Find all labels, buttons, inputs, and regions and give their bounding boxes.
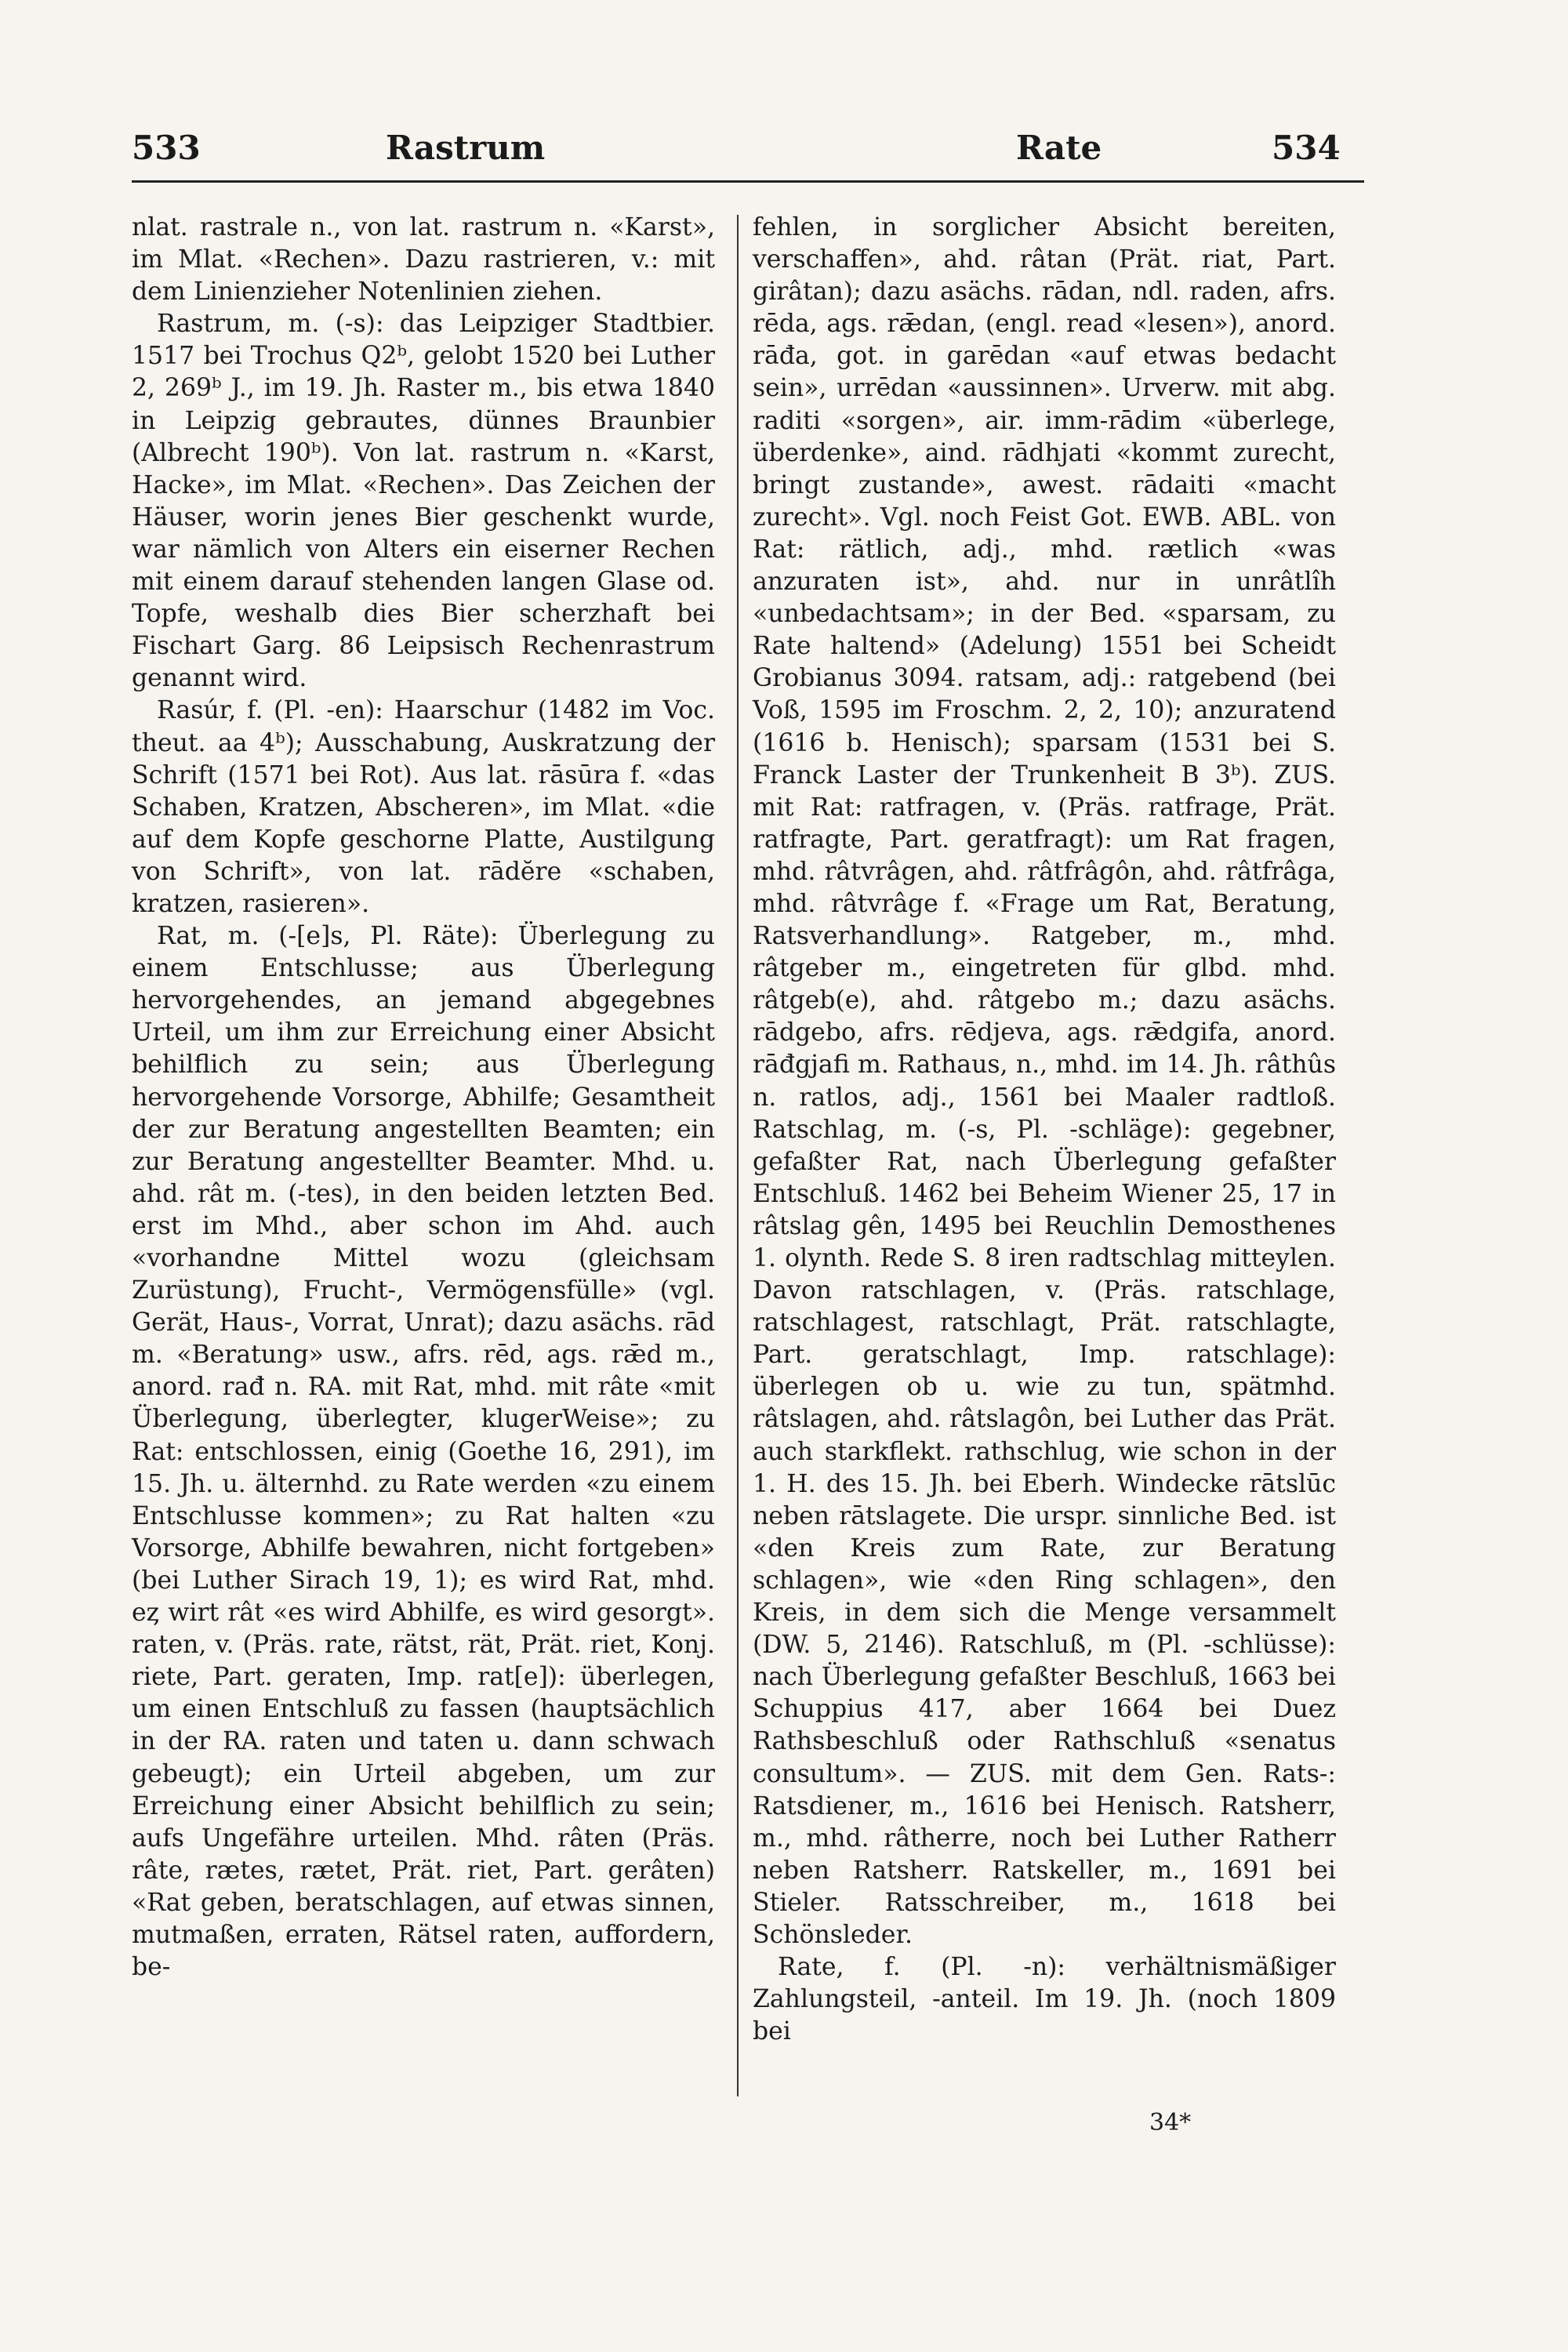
right-page-number: 534 [1272, 129, 1341, 167]
column-divider [737, 215, 739, 2096]
right-running-head: Rate [1016, 129, 1102, 167]
left-running-head: Rastrum [386, 129, 546, 167]
right-paragraph: Rate, f. (Pl. -n): verhältnismäßiger Zahlungsteil, -anteil. Im 19. Jh. (noch 1809 bei [753, 1953, 1336, 2046]
right-column [753, 212, 1336, 2048]
right-paragraph: fehlen, in sorglicher Absicht bereiten, verschaffen», ahd. râtan (Prät. riat, Part. girâtan); dazu asächs. rādan, ndl. raden, afrs. rēda, ags. rǣdan, (engl. read «lesen»), anord. rāđa, got. in garēdan «auf etwas bedacht sein», urrēdan «aussinnen». Urverw. mit abg. raditi «sorgen», air. imm-rādim «überlege, überdenke», aind. rādhjati «kommt zurecht, bringt zustande», awest. rādaiti «macht zurecht». Vgl. noch Feist Got. EWB. ABL. von Rat: rätlich, adj., mhd. rætlich «was anzuraten ist», ahd. nur in unrâtlîh «unbedachtsam»; in der Bed. «sparsam, zu Rate haltend» (Adelung) 1551 bei Scheidt Grobianus 3094. ratsam, adj.: ratgebend (bei Voß, 1595 im Froschm. 2, 2, 10); anzuratend (1616 b. Henisch); sparsam (1531 bei S. Franck Laster der Trunkenheit B 3ᵇ). ZUS. mit Rat: ratfragen, v. (Präs. ratfrage, Prät. ratfragte, Part. geratfragt): um Rat fragen, mhd. râtvrâgen, ahd. râtfrâgôn, ahd. râtfrâga, mhd. râtvrâge f. «Frage um Rat, Beratung, Ratsverhandlung». Ratgeber, m., mhd. râtgeber m., eingetreten für glbd. mhd. râtgeb(e), ahd. râtgebo m.; dazu asächs. rādgebo, afrs. rēdjeva, ags. rǣdgifa, anord. rāđgjafi m. Rathaus, n., mhd. im 14. Jh. râthûs n. ratlos, adj., 1561 bei Maaler radtloß. Ratschlag, m. (-s, Pl. -schläge): gegebner, gefaßter Rat, nach Überlegung gefaßter Entschluß. 1462 bei Beheim Wiener 25, 17 in râtslag gên, 1495 bei Reuchlin Demosthenes 1. olynth. Rede S. 8 iren radtschlag mitteylen. Davon ratschlagen, v. (Präs. ratschlage, ratschlagest, ratschlagt, Prät. ratschlagte, Part. geratschlagt, Imp. ratschlage): überlegen ob u. wie zu tun, spätmhd. râtslagen, ahd. râtslagôn, bei Luther das Prät. auch starkflekt. rathschlug, wie schon in der 1. H. des 15. Jh. bei Eberh. Windecke rātslūc neben rātslagete. Die urspr. sinnliche Bed. ist «den Kreis zum Rate, zur Beratung schlagen», wie «den Ring schlagen», den Kreis, in dem sich die Menge versammelt (DW. 5, 2146). Ratschluß, m (Pl. -schlüsse): nach Überlegung gefaßter Beschluß, 1663 bei Schuppius 417, aber 1664 bei Duez Rathsbeschluß oder Rathschluß «senatus consultum». — ZUS. mit dem Gen. Rats-: Ratsdiener, m., 1616 bei Henisch. Ratsherr, m., mhd. râtherre, noch bei Luther Ratherr neben Ratsherr. Ratskeller, m., 1691 bei Stieler. Ratsschreiber, m., 1618 bei Schönsleder. [753, 213, 1336, 1949]
left-paragraph: nlat. rastrale n., von lat. rastrum n. «Karst», im Mlat. «Rechen». Dazu rastrieren, v.: mit dem Linienzieher Notenlinien ziehen. [132, 213, 715, 307]
left-page-number: 533 [132, 129, 201, 167]
left-paragraph: Rastrum, m. (-s): das Leipziger Stadtbier. 1517 bei Trochus Q2ᵇ, gelobt 1520 bei Luther 2, 269ᵇ J., im 19. Jh. Raster m., bis etwa 1840 in Leipzig gebrautes, dünnes Braunbier (Albrecht 190ᵇ). Von lat. rastrum n. «Karst, Hacke», im Mlat. «Rechen». Das Zeichen der Häuser, worin jenes Bier geschenkt wurde, war nämlich von Alters ein eiserner Rechen mit einem darauf stehenden langen Glase od. Topfe, weshalb dies Bier scherzhaft bei Fischart Garg. 86 Leipsisch Rechenrastrum genannt wird. [132, 310, 715, 693]
left-paragraph: Rat, m. (-[e]s, Pl. Räte): Überlegung zu einem Entschlusse; aus Überlegung hervorgehendes, an jemand abgegebnes Urteil, um ihm zur Erreichung einer Absicht behilflich zu sein; aus Überlegung hervorgehende Vorsorge, Abhilfe; Gesamtheit der zur Beratung angestellten Beamten; ein zur Beratung angestellter Beamter. Mhd. u. ahd. rât m. (-tes), in den beiden letzten Bed. erst im Mhd., aber schon im Ahd. auch «vorhandne Mittel wozu (gleichsam Zurüstung), Frucht-, Vermögensfülle» (vgl. Gerät, Haus-, Vorrat, Unrat); dazu asächs. rād m. «Beratung» usw., afrs. rēd, ags. rǣd m., anord. rađ n. RA. mit Rat, mhd. mit râte «mit Überlegung, überlegter, klugerWeise»; zu Rat: entschlossen, einig (Goethe 16, 291), im 15. Jh. u. älternhd. zu Rate werden «zu einem Entschlusse kommen»; zu Rat halten «zu Vorsorge, Abhilfe bewahren, nicht fortgeben» (bei Luther Sirach 19, 1); es wird Rat, mhd. eȥ wirt rât «es wird Abhilfe, es wird gesorgt». raten, v. (Präs. rate, rätst, rät, Prät. riet, Konj. riete, Part. geraten, Imp. rat[e]): überlegen, um einen Entschluß zu fassen (hauptsächlich in der RA. raten und taten u. dann schwach gebeugt); ein Urteil abgeben, um zur Erreichung einer Absicht behilflich zu sein; aufs Ungefähre urteilen. Mhd. râten (Präs. râte, rætes, rætet, Prät. riet, Part. gerâten) «Rat geben, beratschlagen, auf etwas sinnen, mutmaßen, erraten, Rätsel raten, auffordern, be- [132, 922, 715, 1982]
header-rule [132, 180, 1364, 183]
left-column [132, 212, 715, 1984]
printer-signature: 34* [1149, 2109, 1192, 2136]
left-paragraph: Rasúr, f. (Pl. -en): Haarschur (1482 im Voc. theut. aa 4ᵇ); Ausschabung, Auskratzung der Schrift (1571 bei Rot). Aus lat. rāsūra f. «das Schaben, Kratzen, Abscheren», im Mlat. «die auf dem Kopfe geschorne Platte, Austilgung von Schrift», von lat. rādĕre «schaben, kratzen, rasieren». [132, 696, 715, 918]
